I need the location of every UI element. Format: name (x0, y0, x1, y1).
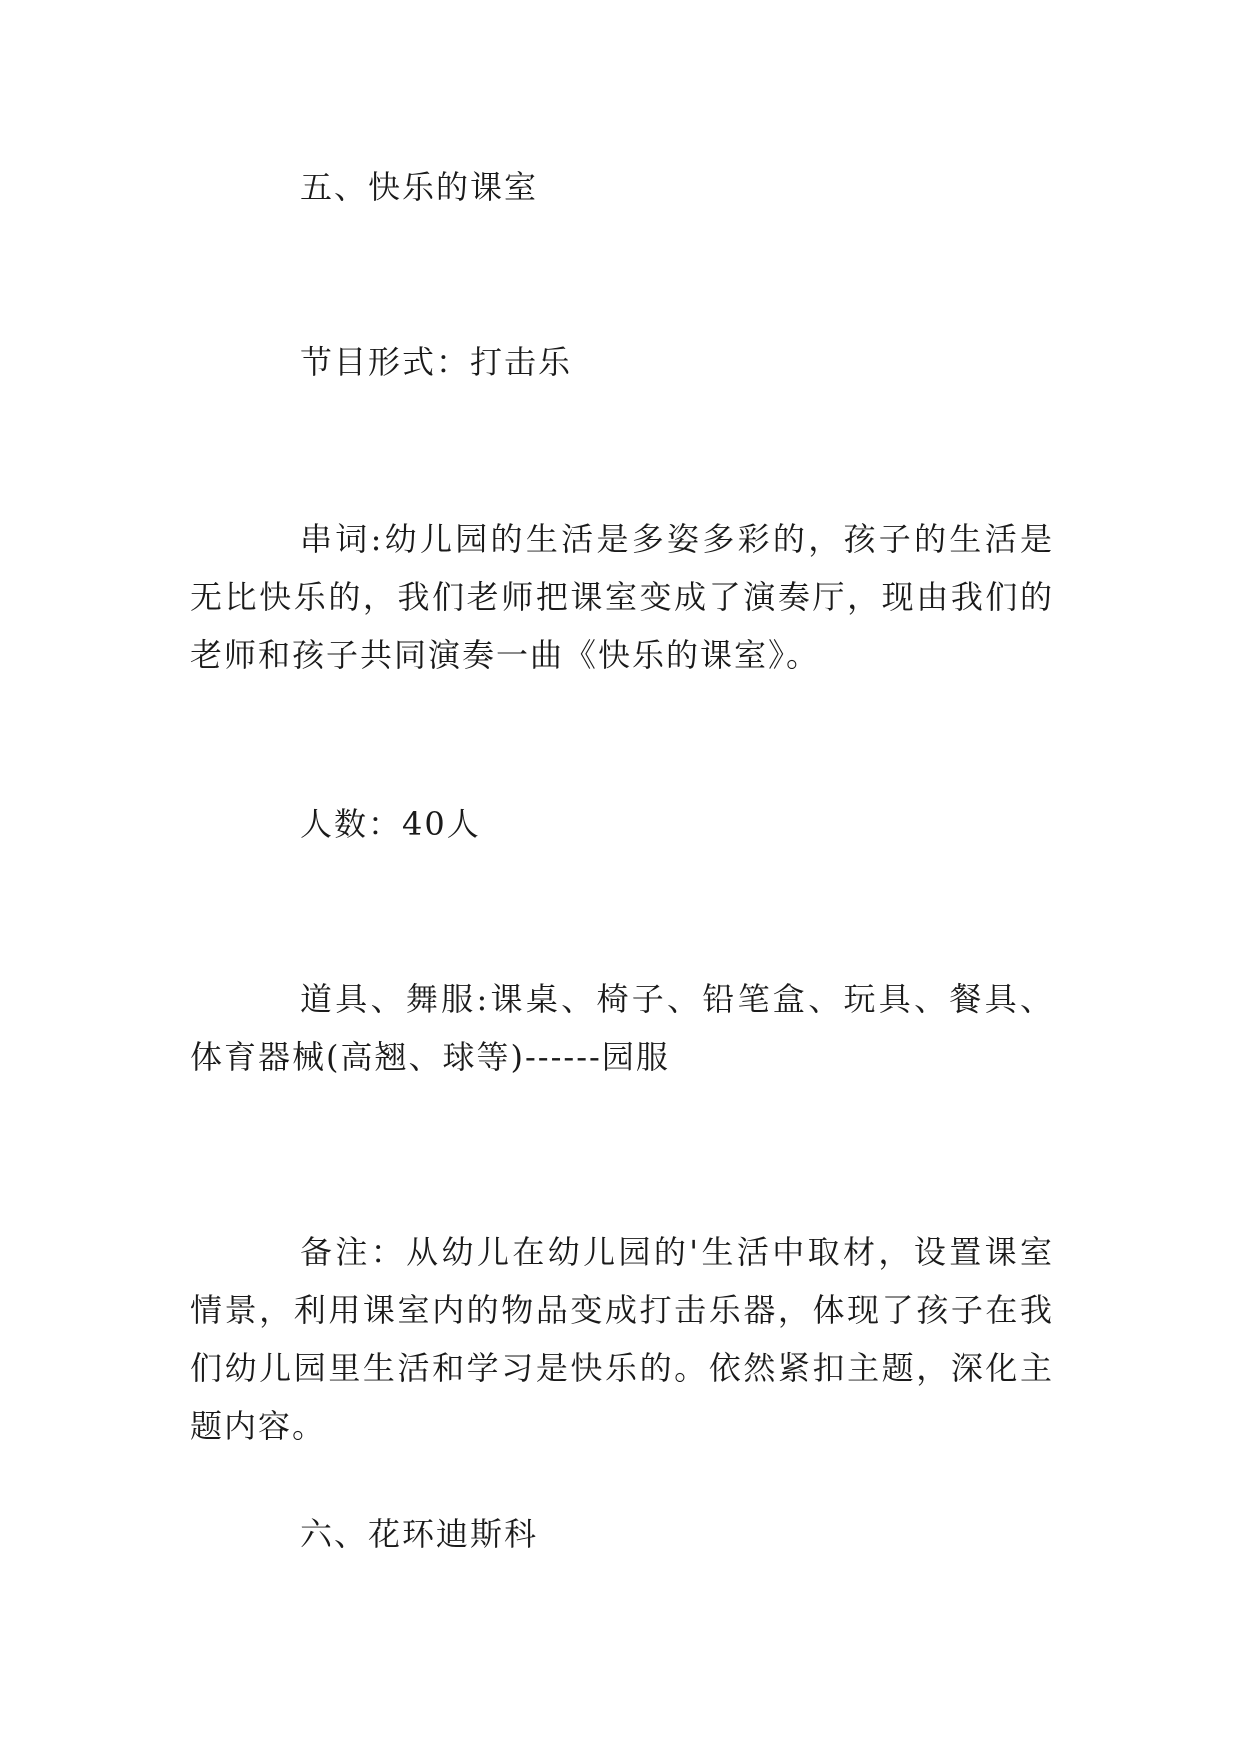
section-heading-garland-disco: 六、花环迪斯科 (300, 1515, 539, 1553)
host-script-paragraph: 串词:幼儿园的生活是多姿多彩的，孩子的生活是无比快乐的，我们老师把课室变成了演奏厅，现由我们的老师和孩子共同演奏一曲《快乐的课室》。 (190, 520, 1054, 674)
section-heading-happy-classroom: 五、快乐的课室 (300, 168, 539, 206)
program-format-line: 节目形式：打击乐 (300, 343, 573, 381)
participant-count-line: 人数：40人 (300, 805, 481, 843)
props-costumes-paragraph: 道具、舞服:课桌、椅子、铅笔盒、玩具、餐具、体育器械(高翘、球等)------园服 (190, 980, 1054, 1076)
remarks-paragraph: 备注：从幼儿在幼儿园的'生活中取材，设置课室情景，利用课室内的物品变成打击乐器，体现了孩子在我们幼儿园里生活和学习是快乐的。依然紧扣主题，深化主题内容。 (190, 1233, 1054, 1445)
